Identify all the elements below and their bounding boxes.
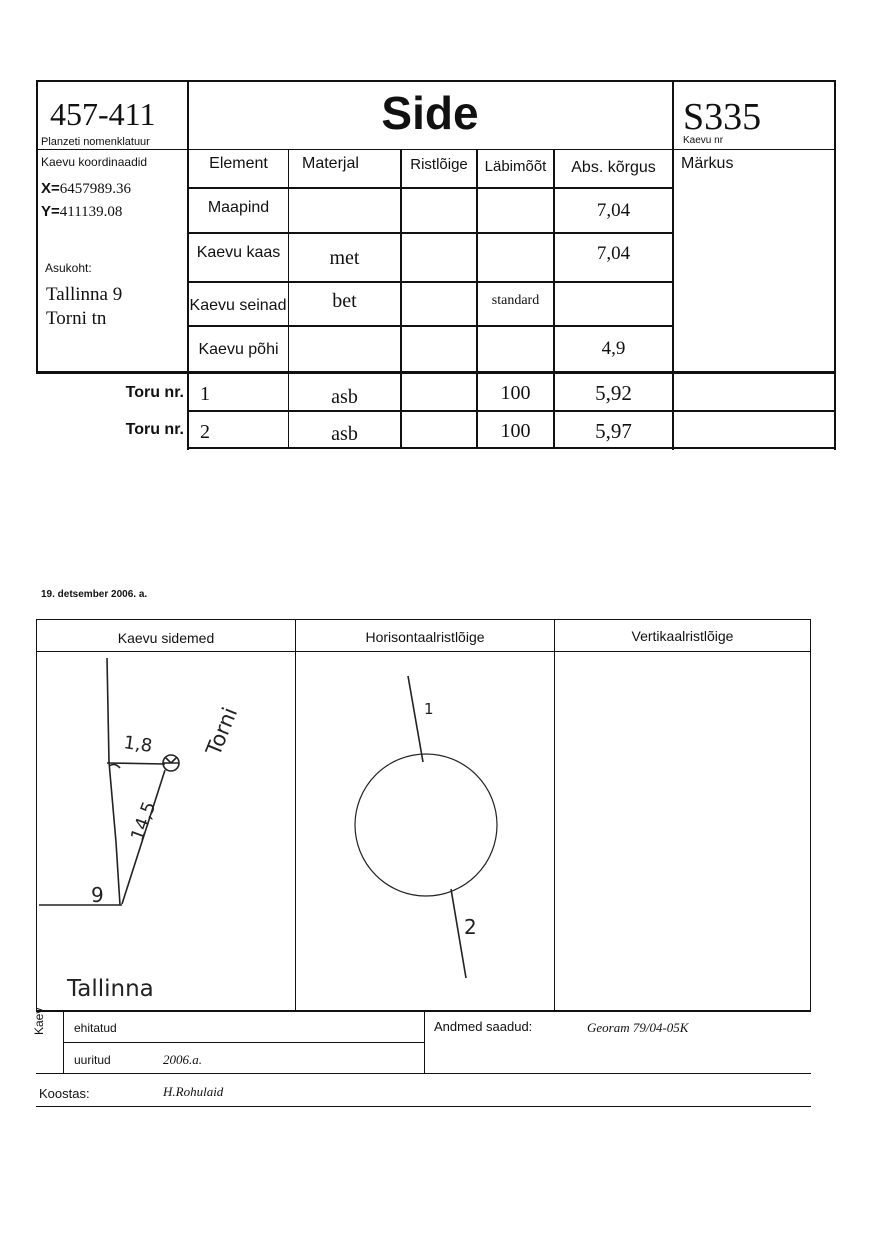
hand-label-9: 9 xyxy=(91,883,104,907)
horizontal-section-sketch xyxy=(296,652,554,1010)
sketch-top-border xyxy=(36,619,811,620)
sketch-right-border xyxy=(810,619,811,1011)
sketch-angle-mark xyxy=(109,764,120,768)
x-coordinate xyxy=(41,180,131,198)
row-divider-4 xyxy=(187,325,674,327)
row-2-element: Kaevu kaas xyxy=(196,244,281,261)
pipe-2-height: 5,97 xyxy=(595,419,632,443)
hand-pipe-label-2: 2 xyxy=(464,915,477,939)
col-header-cross: Ristlõige xyxy=(410,156,468,173)
header-bottom xyxy=(36,149,836,150)
pipe-1-number: 1 xyxy=(200,383,210,405)
kaev-label xyxy=(32,1008,46,1035)
well-no-label: Kaevu nr xyxy=(683,135,724,146)
footer-kaev-divider xyxy=(63,1012,64,1074)
row-divider-3 xyxy=(187,281,674,283)
sketch-divider-2 xyxy=(554,619,555,1011)
rows-bottom xyxy=(36,371,836,374)
col-header-note: Märkus xyxy=(681,155,734,172)
document-date: 19. detsember 2006. a. xyxy=(41,589,148,600)
row-2-material: met xyxy=(329,247,360,269)
col-header-diameter: Läbimõõt xyxy=(484,158,547,175)
hand-label-1-8: 1,8 xyxy=(122,732,154,757)
well-no-value: S335 xyxy=(683,96,762,138)
sketch-title-horizontal: Horisontaalristlõige xyxy=(365,629,485,645)
location-line-2: Torni tn xyxy=(46,308,107,329)
y-label: Y= xyxy=(41,203,60,220)
sketch-well-cross xyxy=(163,757,179,763)
sketch-wall-line xyxy=(107,658,120,905)
row-divider-1 xyxy=(187,187,674,189)
footer-row-divider xyxy=(63,1042,425,1043)
col-header-element: Element xyxy=(209,155,268,172)
data-source-label: Andmed saadud: xyxy=(434,1019,533,1034)
location-line-1: Tallinna 9 xyxy=(46,284,123,305)
pipe-1-height: 5,92 xyxy=(595,381,632,405)
row-divider-2 xyxy=(187,232,674,234)
nomenclature-label: Planzeti nomenklatuur xyxy=(41,136,150,148)
row-1-height: 7,04 xyxy=(596,200,631,221)
coords-label: Kaevu koordinaadid xyxy=(41,155,148,169)
data-source-value: Georam 79/04-05K xyxy=(587,1020,689,1035)
pipe-2-diameter: 100 xyxy=(500,420,531,442)
hand-label-tallinna: Tallinna xyxy=(67,976,154,1002)
compiled-underline xyxy=(36,1106,811,1107)
pipe-1-material: asb xyxy=(331,386,358,408)
sketch-title-connections: Kaevu sidemed xyxy=(117,630,215,646)
top-border xyxy=(36,80,836,82)
pipe-2-label: Toru nr. xyxy=(125,421,184,438)
pipe-1-line xyxy=(408,676,423,762)
hand-pipe-label-1: 1 xyxy=(424,700,434,718)
col-divider-3 xyxy=(400,150,402,449)
row-3-diameter: standard xyxy=(491,293,540,308)
compiled-value: H.Rohulaid xyxy=(163,1084,224,1099)
surveyed-label: uuritud xyxy=(74,1053,111,1067)
pipe-2-number: 2 xyxy=(200,421,210,443)
footer-bottom-line xyxy=(36,1073,811,1074)
left-border xyxy=(36,80,38,374)
footer-mid-divider xyxy=(424,1012,425,1074)
location-label: Asukoht: xyxy=(45,261,92,275)
x-label: X= xyxy=(41,180,60,197)
hand-label-torni: Torni xyxy=(201,703,243,759)
row-2-height: 7,04 xyxy=(596,243,631,264)
right-border xyxy=(834,80,836,450)
built-label: ehitatud xyxy=(74,1021,117,1035)
row-3-element: Kaevu seinad xyxy=(189,297,287,314)
row-1-element: Maapind xyxy=(207,199,270,216)
pipe-1-label: Toru nr. xyxy=(125,384,184,401)
kaev-label-text: Kaev xyxy=(32,1007,46,1035)
nomenclature-value: 457-411 xyxy=(50,96,156,132)
col-divider-markus xyxy=(672,80,674,450)
connections-sketch xyxy=(37,652,295,1010)
sketch-measure-1-8 xyxy=(107,763,165,764)
row-3-material: bet xyxy=(332,290,357,312)
hand-label-14-5: 14,5 xyxy=(126,798,161,844)
y-value: 411139.08 xyxy=(59,204,123,220)
col-header-material: Materjal xyxy=(302,155,359,172)
x-value: 6457989.36 xyxy=(59,181,132,197)
row-4-element: Kaevu põhi xyxy=(198,341,279,358)
row-4-height: 4,9 xyxy=(601,338,626,359)
well-circle xyxy=(355,754,497,896)
pipe-bottom xyxy=(187,447,836,449)
compiled-label: Koostas: xyxy=(39,1086,90,1101)
col-header-height: Abs. kõrgus xyxy=(571,159,656,176)
y-coordinate xyxy=(41,203,122,221)
surveyed-value: 2006.a. xyxy=(163,1052,202,1067)
page-title: Side xyxy=(381,87,479,139)
sketch-title-vertical: Vertikaalristlõige xyxy=(631,628,734,644)
pipe-2-material: asb xyxy=(331,423,358,445)
pipe-1-diameter: 100 xyxy=(500,382,531,404)
pipe-row-divider xyxy=(187,410,836,412)
